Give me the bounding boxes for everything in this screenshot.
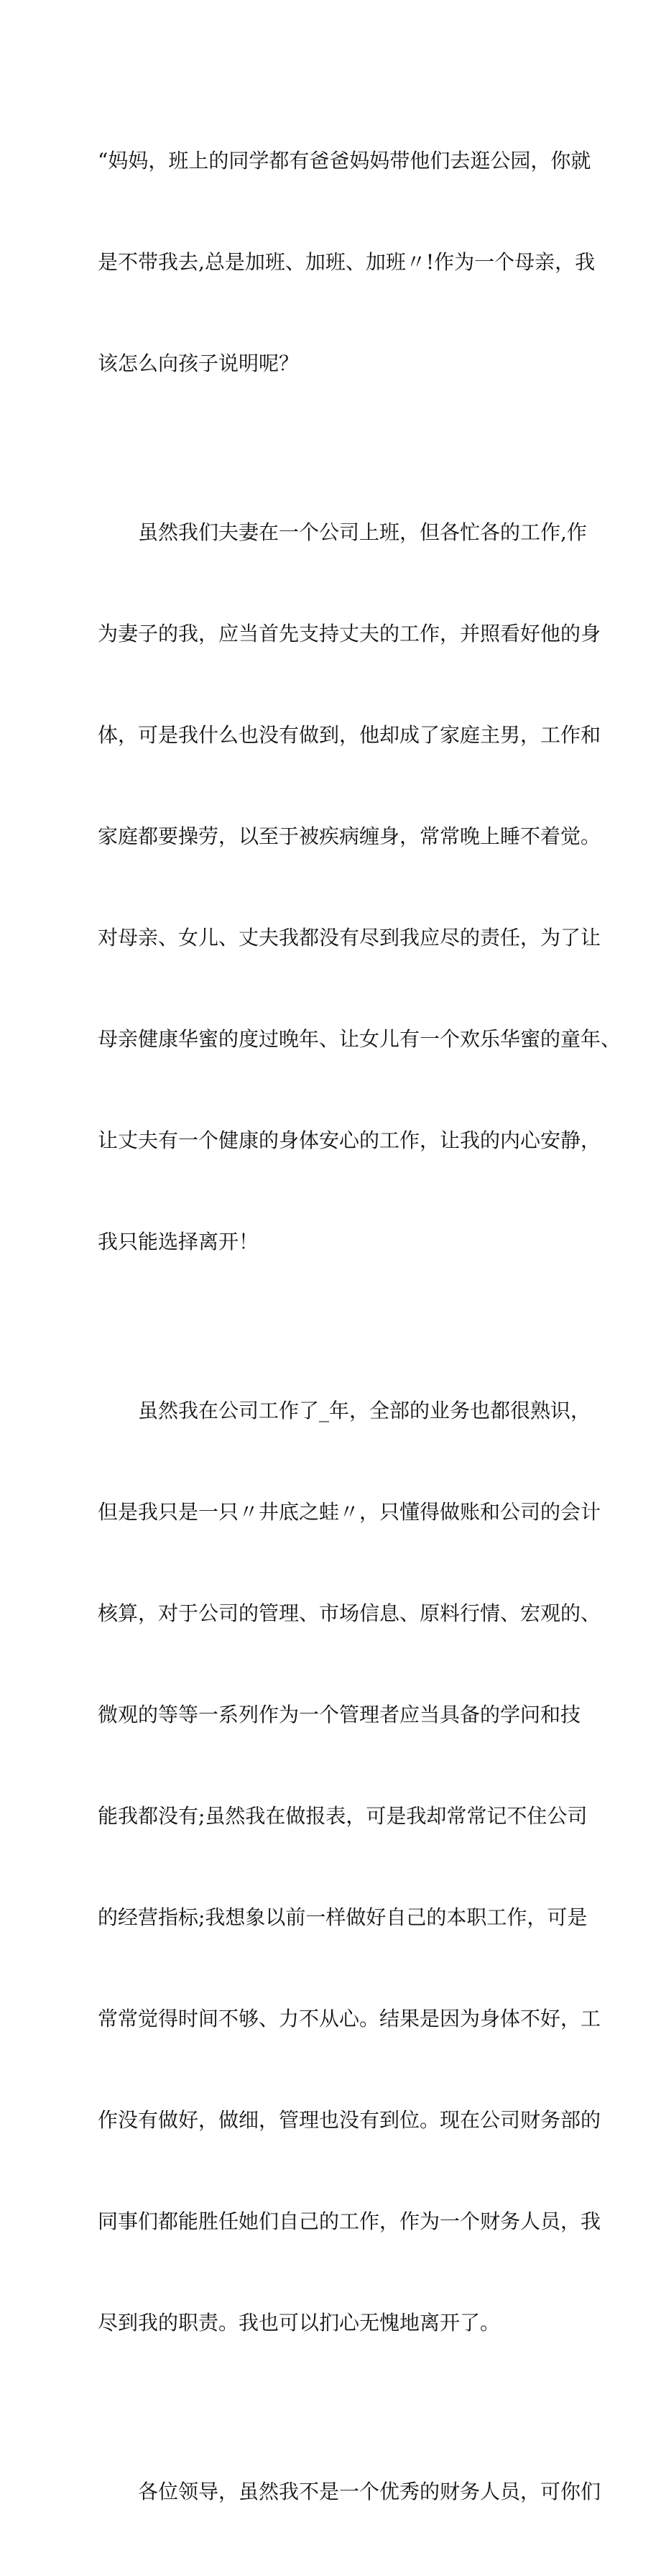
paragraph-3 bbox=[98, 1326, 601, 2407]
text-line: 但是我只是一只〃井底之蛙〃，只懂得做账和公司的会计 bbox=[98, 1500, 601, 1524]
text-line: 的经营指标;我想象以前一样做好自己的本职工作，可是 bbox=[98, 1905, 588, 1929]
text-line: 虽然我们夫妻在一个公司上班，但各忙各的工作,作 bbox=[138, 520, 587, 544]
text-line: 对母亲、女儿、丈夫我都没有尽到我应尽的责任，为了让 bbox=[98, 926, 601, 949]
text-line: 让丈夫有一个健康的身体安心的工作，让我的内心安静， bbox=[98, 1128, 601, 1152]
text-line: 同事们都能胜任她们自己的工作，作为一个财务人员，我 bbox=[98, 2209, 601, 2233]
text-line: 母亲健康华蜜的度过晚年、让女儿有一个欢乐华蜜的童年、 bbox=[98, 1027, 621, 1051]
text-line: 能我都没有;虽然我在做报表，可是我却常常记不住公司 bbox=[98, 1804, 588, 1828]
body-text bbox=[98, 76, 621, 2576]
text-line: 体，可是我什么也没有做到，他却成了家庭主男，工作和 bbox=[98, 723, 601, 747]
text-line: 常常觉得时间不够、力不从心。结果是因为身体不好，工 bbox=[98, 2007, 601, 2030]
text-line: “妈妈，班上的同学都有爸爸妈妈带他们去逛公园，你就 bbox=[98, 149, 591, 172]
text-line: 核算，对于公司的管理、市场信息、原料行情、宏观的、 bbox=[98, 1601, 601, 1625]
text-line: 虽然我在公司工作了_年，全部的业务也都很熟识， bbox=[138, 1399, 591, 1422]
text-line: 该怎么向孩子说明呢？ bbox=[98, 351, 300, 375]
text-line: 家庭都要操劳，以至于被疾病缠身，常常晚上睡不着觉。 bbox=[98, 824, 601, 848]
paragraph-2 bbox=[98, 448, 621, 1326]
text-line: 尽到我的职责。我也可以扪心无愧地离开了。 bbox=[98, 2311, 501, 2334]
text-line: 微观的等等一系列作为一个管理者应当具备的学问和技 bbox=[98, 1703, 581, 1726]
text-line: 作没有做好，做细，管理也没有到位。现在公司财务部的 bbox=[98, 2108, 601, 2132]
text-line: 各位领导，虽然我不是一个优秀的财务人员，可你们 bbox=[138, 2480, 601, 2503]
text-line: 为妻子的我，应当首先支持丈夫的工作，并照看好他的身 bbox=[98, 622, 601, 645]
paragraph-4 bbox=[98, 2407, 601, 2576]
paragraph-1 bbox=[98, 76, 596, 448]
text-line: 是不带我去,总是加班、加班、加班〃!作为一个母亲，我 bbox=[98, 250, 596, 274]
text-line: 我只能选择离开！ bbox=[98, 1230, 259, 1254]
